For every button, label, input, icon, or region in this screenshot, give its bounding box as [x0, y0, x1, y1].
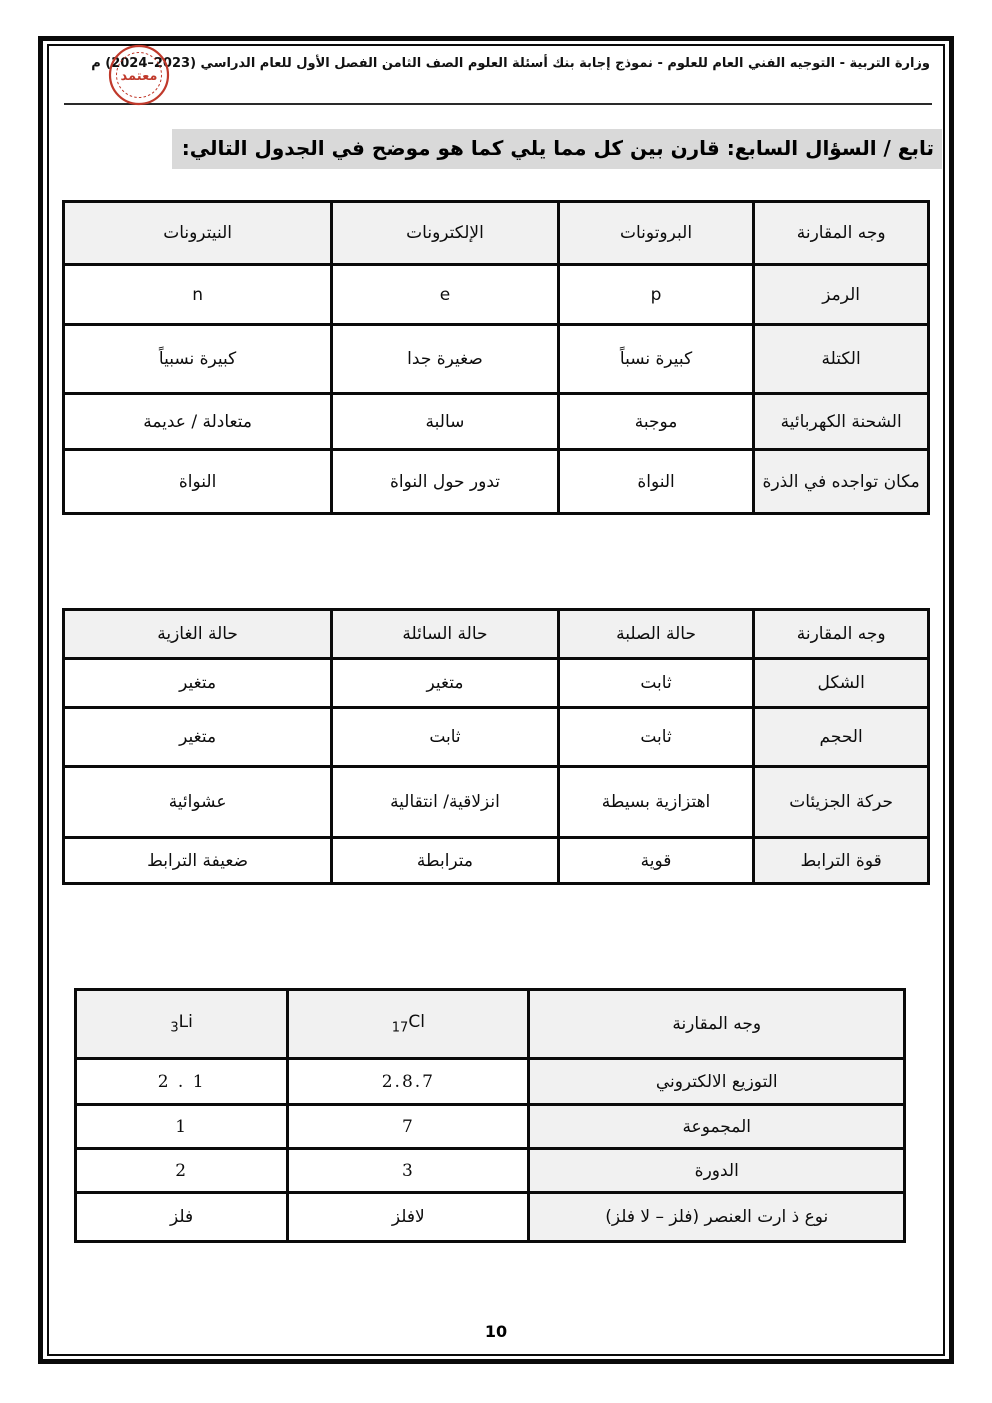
answer-cell: متغير [64, 708, 332, 767]
element-header-li [76, 990, 288, 1059]
column-header: وجه المقارنة [754, 202, 929, 265]
column-header: النيترونات [64, 202, 332, 265]
row-label: الشكل [754, 659, 929, 708]
answer-cell: 2 . 1 [76, 1059, 288, 1105]
table-row [64, 659, 929, 708]
stamp-text: معتمد [120, 69, 158, 84]
row-label: المجموعة [529, 1105, 905, 1149]
row-label: قوة الترابط [754, 838, 929, 884]
answer-cell: ضعيفة الترابط [64, 838, 332, 884]
table-header-row [64, 610, 929, 659]
answer-cell: كبيرة نسباً [558, 325, 753, 394]
approval-stamp-icon [108, 44, 170, 106]
answer-cell: اهتزازية بسيطة [558, 767, 753, 838]
page-number: 10 [484, 1322, 508, 1341]
row-label: الدورة [529, 1149, 905, 1193]
answer-cell: n [64, 265, 332, 325]
table-row [64, 708, 929, 767]
row-label: نوع ذ ارت العنصر (فلز – لا فلز) [529, 1193, 905, 1242]
answer-cell: 7 [288, 1105, 529, 1149]
element-header-cl [288, 990, 529, 1059]
element-symbol: Li [178, 1012, 193, 1033]
answer-cell: النواة [64, 450, 332, 514]
answer-cell: لافلز [288, 1193, 529, 1242]
row-label: الرمز [754, 265, 929, 325]
answer-cell: كبيرة نسبياً [64, 325, 332, 394]
table-header-row [76, 990, 905, 1059]
answer-cell: سالبة [332, 394, 559, 450]
answer-cell: تدور حول النواة [332, 450, 559, 514]
answer-cell: 1 [76, 1105, 288, 1149]
table-row [64, 325, 929, 394]
answer-cell: انزلاقية/ انتقالية [332, 767, 559, 838]
answer-cell: موجبة [558, 394, 753, 450]
answer-cell: ثابت [558, 708, 753, 767]
table-row [64, 767, 929, 838]
header-divider-line [64, 103, 932, 105]
table-row [76, 1193, 905, 1242]
answer-cell: عشوائية [64, 767, 332, 838]
column-header: حالة الغازية [64, 610, 332, 659]
table-row [76, 1149, 905, 1193]
answer-cell: فلز [76, 1193, 288, 1242]
column-header: الإلكترونات [332, 202, 559, 265]
answer-cell: صغيرة جدا [332, 325, 559, 394]
answer-cell: متغير [332, 659, 559, 708]
particles-comparison-table [62, 200, 930, 515]
table-row [64, 394, 929, 450]
answer-cell: 3 [288, 1149, 529, 1193]
table-row [64, 450, 929, 514]
table-row [64, 838, 929, 884]
answer-cell: ثابت [558, 659, 753, 708]
answer-cell: 2.8.7 [288, 1059, 529, 1105]
question-title: تابع / السؤال السابع: قارن بين كل مما يلي كما هو موضح في الجدول التالي: [172, 129, 942, 169]
answer-cell: قوية [558, 838, 753, 884]
answer-cell: مترابطة [332, 838, 559, 884]
answer-cell: p [558, 265, 753, 325]
column-header: حالة السائلة [332, 610, 559, 659]
column-header: البروتونات [558, 202, 753, 265]
row-label: التوزيع الالكتروني [529, 1059, 905, 1105]
atomic-number: 17 [391, 1020, 409, 1036]
states-of-matter-table [62, 608, 930, 885]
answer-cell: e [332, 265, 559, 325]
column-header: حالة الصلبة [558, 610, 753, 659]
question-title-row [60, 129, 942, 169]
answer-cell: ثابت [332, 708, 559, 767]
row-label: الشحنة الكهربائية [754, 394, 929, 450]
table-row [64, 265, 929, 325]
column-header: وجه المقارنة [754, 610, 929, 659]
row-label: مكان تواجده في الذرة [754, 450, 929, 514]
answer-cell: متغير [64, 659, 332, 708]
answer-cell: النواة [558, 450, 753, 514]
element-symbol: Cl [408, 1012, 425, 1033]
table-row [76, 1059, 905, 1105]
table-header-row [64, 202, 929, 265]
elements-comparison-table [74, 988, 906, 1243]
row-label: حركة الجزيئات [754, 767, 929, 838]
answer-cell: 2 [76, 1149, 288, 1193]
row-label: الحجم [754, 708, 929, 767]
table-row [76, 1105, 905, 1149]
answer-cell: متعادلة / عديمة [64, 394, 332, 450]
atomic-number: 3 [170, 1020, 179, 1036]
column-header: وجه المقارنة [529, 990, 905, 1059]
row-label: الكتلة [754, 325, 929, 394]
document-header-text: وزارة التربية - التوجيه الفني العام للعلوم - نموذج إجابة بنك أسئلة العلوم الصف الثامن الفصل الأول للعام الدراسي (2023–2024) م [91, 56, 930, 71]
